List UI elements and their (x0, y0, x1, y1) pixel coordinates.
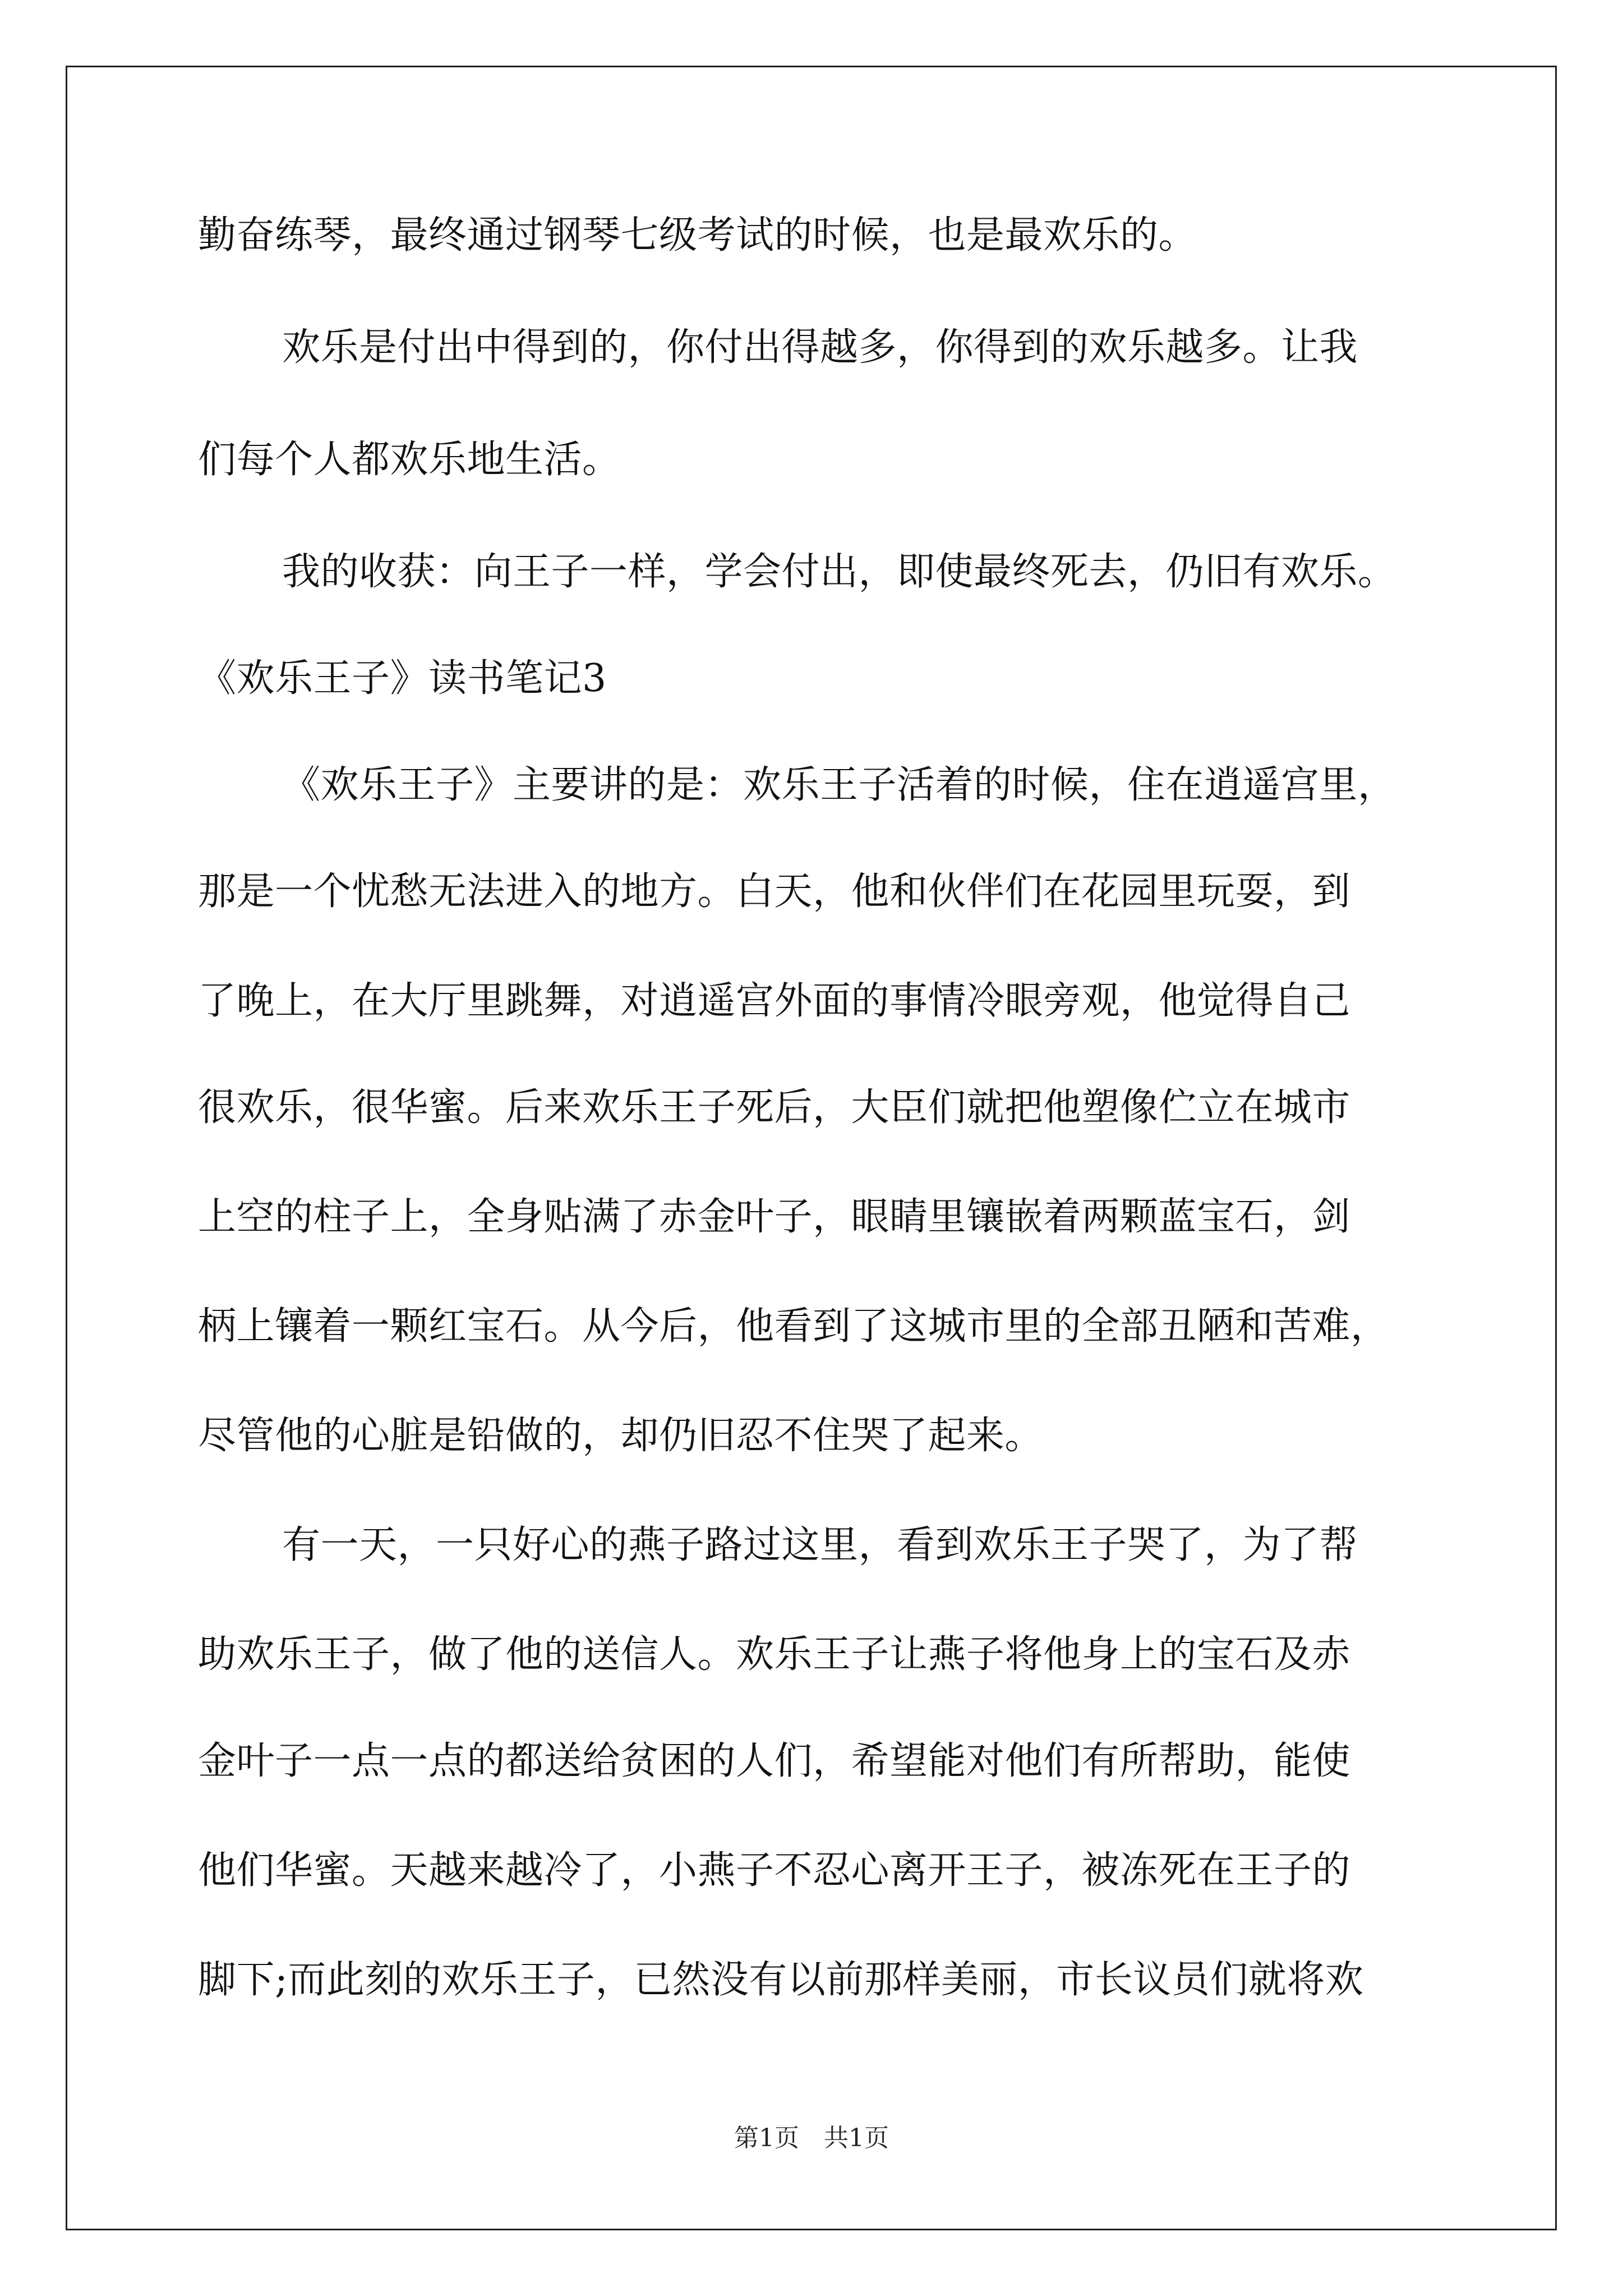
text-line: 《欢乐王子》主要讲的是：欢乐王子活着的时候，住在逍遥宫里， (282, 763, 1396, 807)
text-line: 了晚上，在大厅里跳舞，对逍遥宫外面的事情冷眼旁观，他觉得自己 (198, 979, 1351, 1023)
page-border (66, 66, 1557, 2230)
text-line: 柄上镶着一颗红宝石。从今后，他看到了这城市里的全部丑陋和苦难， (198, 1304, 1389, 1349)
section-heading: 《欢乐王子》读书笔记3 (198, 656, 607, 701)
text-line: 有一天，一只好心的燕子路过这里，看到欢乐王子哭了，为了帮 (282, 1523, 1358, 1567)
text-line: 们每个人都欢乐地生活。 (198, 438, 621, 482)
text-line: 我的收获：向王子一样，学会付出，即使最终死去，仍旧有欢乐。 (282, 550, 1396, 594)
text-line: 助欢乐王子，做了他的送信人。欢乐王子让燕子将他身上的宝石及赤 (198, 1632, 1351, 1677)
text-line: 欢乐是付出中得到的，你付出得越多，你得到的欢乐越多。让我 (282, 325, 1358, 370)
text-line: 很欢乐，很华蜜。后来欢乐王子死后，大臣们就把他塑像伫立在城市 (198, 1085, 1351, 1130)
text-line: 脚下;而此刻的欢乐王子，已然没有以前那样美丽，市长议员们就将欢 (198, 1958, 1364, 2002)
text-line: 尽管他的心脏是铅做的，却仍旧忍不住哭了起来。 (198, 1414, 1044, 1458)
text-line: 上空的柱子上，全身贴满了赤金叶子，眼睛里镶嵌着两颗蓝宝石，剑 (198, 1195, 1351, 1239)
text-line: 那是一个忧愁无法进入的地方。白天，他和伙伴们在花园里玩耍，到 (198, 869, 1351, 914)
text-line: 勤奋练琴，最终通过钢琴七级考试的时候，也是最欢乐的。 (198, 213, 1197, 257)
text-line: 金叶子一点一点的都送给贫困的人们，希望能对他们有所帮助，能使 (198, 1739, 1351, 1783)
text-line: 他们华蜜。天越来越冷了，小燕子不忍心离开王子，被冻死在王子的 (198, 1848, 1351, 1893)
page-number: 第1页 共1页 (734, 2124, 889, 2152)
